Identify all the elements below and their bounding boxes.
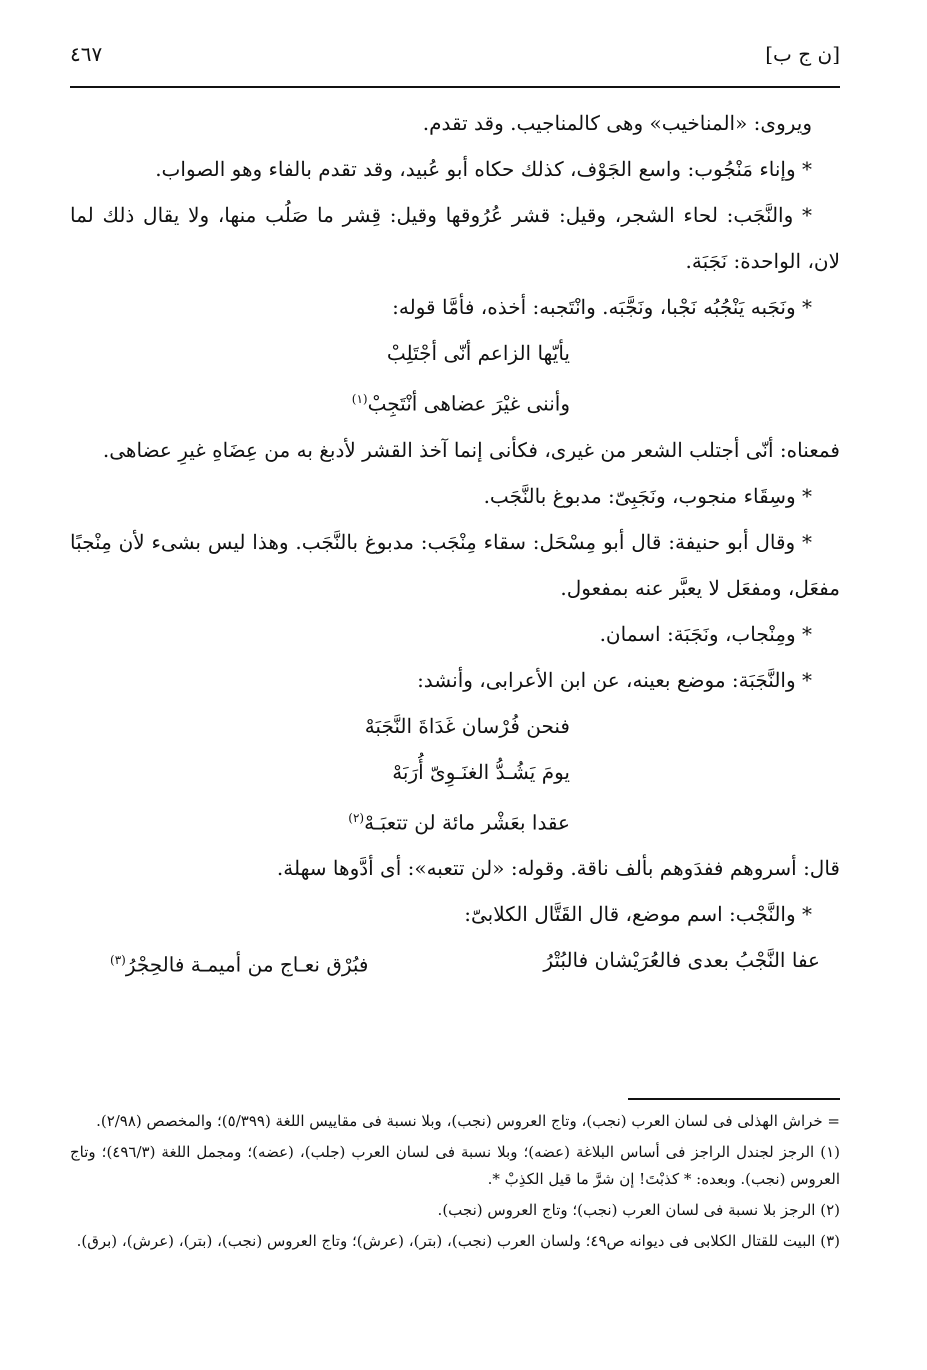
footnote-ref: (٣) — [110, 953, 126, 968]
paragraph: * والنَّجْب: اسم موضع، قال القَتَّال الكلابىّ: — [464, 902, 812, 927]
verse-line: يأيّها الزاعم أنّى أجْتَلِبْ — [386, 341, 570, 365]
page-number: ٤٦٧ — [70, 42, 103, 66]
footnotes — [70, 1108, 840, 1259]
verse-line — [70, 795, 840, 846]
paragraph: فمعناه: أنّى أجتلب الشعر من غيرى، فكأنى إنما آخذ القشر لأدبغ به من عِضَاهِ غيرِ عضاهى. — [102, 437, 840, 462]
page-header — [70, 40, 840, 76]
section-label: [ن ج ب] — [765, 42, 840, 66]
footnote-ref: (٢) — [348, 810, 365, 825]
paragraph: * والنَّجَبَة: موضع بعينه، عن ابن الأعرابى، وأنشد: — [417, 667, 812, 692]
verse-line: يومَ يَشُـدُّ الغنَـوِىّ أُرَبَهْ — [392, 759, 570, 784]
verse-text: فبُرْق نعـاج من أميمـة فالحِجْرُ — [125, 952, 369, 977]
main-text — [70, 100, 840, 988]
paragraph: * وإناء مَنْجُوب: واسع الجَوْف، كذلك حكاه أبو عُبيد، وقد تقدم بالفاء وهو الصواب. — [155, 157, 812, 181]
verse-hemistich-right: عفا النَّجْبُ بعدى فالعُرَيْشان فالبُتْرُ — [543, 948, 820, 973]
footnote: (٣) البيت للقتال الكلابى فى ديوانه ص٤٩؛ ولسان العرب (نجب)، (بتر)، (عرش)؛ وتاج العروس (نجب)، (بتر)، (عرش)، (برق). — [76, 1232, 840, 1250]
paragraph: * ومِنْجاب، ونَجَبَة: اسمان. — [599, 621, 812, 646]
paragraph: * ونَجَبه يَنْجُبُه نَجْبا، ونَجَّبَه. وانْتَجبه: أخذه، فأمَّا قوله: — [392, 295, 812, 319]
footnote: (١) الرجز لجندل الراجز فى أساس البلاغة (عضه)؛ وبلا نسبة فى لسان العرب (جلب)، (عضه)؛ ومجمل اللغة (٤٩٦/٣)؛ وتاج العروس (نجب). وبعده: * كذبْتَ! إن شرَّ ما قيل الكذِبْ *. — [70, 1143, 840, 1188]
paragraph: * وقال أبو حنيفة: قال أبو مِسْحَل: سقاء مِنْجَب: مدبوغ بالنَّجَب. وهذا ليس بشىء لأن مِنْجبًا مفعَل، ومفعَل لا يعبَّر عنه بمفعول. — [70, 529, 840, 600]
verse-text: وأننى غيْرَ عضاهى أنْتَجِبْ — [367, 391, 570, 416]
verse-line — [70, 376, 840, 427]
paragraph: ويروى: «المناخيب» وهى كالمناجيب. وقد تقدم. — [422, 111, 812, 135]
footnote: = خراش الهذلى فى لسان العرب (نجب)، وتاج العروس (نجب)، وبلا نسبة فى مقاييس اللغة (٥/٣٩٩)؛ والمخصص (٢/٩٨). — [96, 1112, 840, 1130]
verse-line: فنحن فُرْسان غَدَاةَ النَّجَبَهْ — [364, 713, 570, 738]
paragraph: * وسِقَاء منجوب، ونَجَبِىّ: مدبوغ بالنَّجَب. — [483, 483, 812, 508]
footnote-ref: (١) — [351, 392, 368, 406]
footnote-rule — [628, 1098, 840, 1100]
paragraph: قال: أسروهم ففدَوهم بألف ناقة. وقوله: «لن تتعبه»: أى أدَّوها سهلة. — [276, 856, 840, 881]
footnote: (٢) الرجز بلا نسبة فى لسان العرب (نجب)؛ وتاج العروس (نجب). — [437, 1201, 840, 1219]
paragraph: * والنَّجَب: لحاء الشجر، وقيل: قشر عُرُوقها وقيل: قِشر ما صَلُب منها، ولا يقال ذلك لما لان، الواحدة: نَجَبَة. — [70, 203, 840, 273]
verse-couplet — [70, 937, 840, 988]
verse-text: عقدا بعَشْر مائة لن تتعبَـهْ — [364, 810, 570, 835]
verse-hemistich-left — [110, 937, 368, 988]
header-rule — [70, 86, 840, 88]
